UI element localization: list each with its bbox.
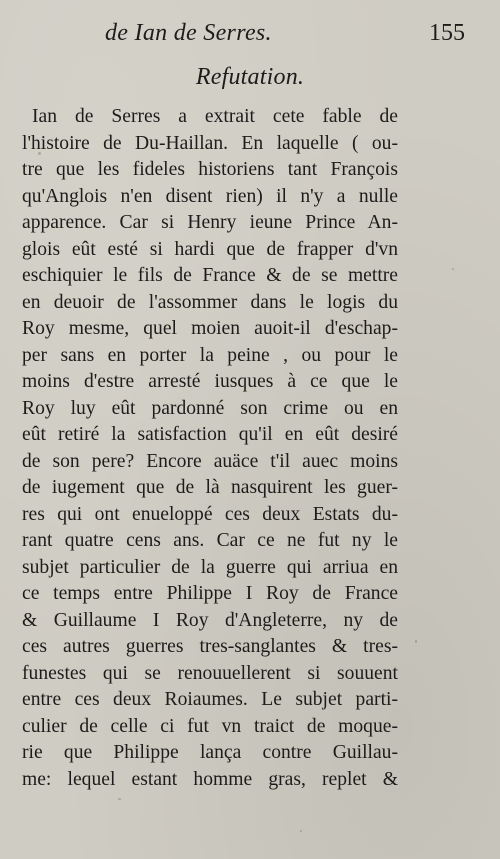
text-line: entre ces deux Roiaumes. Le subjet parti- — [22, 689, 398, 710]
paper-speck — [452, 268, 454, 270]
text-line: Roy luy eût pardonné son crime ou en — [22, 397, 398, 419]
text-line: ces autres guerres tres-sanglantes & tres- — [22, 636, 398, 657]
text-line: de iugement que de là nasquirent les guer- — [22, 477, 398, 498]
text-line: funestes qui se renouuellerent si souuent — [22, 662, 398, 684]
page-number: 155 — [429, 20, 465, 46]
text-line: tre que les fideles historiens tant François — [22, 159, 398, 180]
section-title: Refutation. — [195, 64, 305, 90]
text-line: eschiquier le fils de France & de se mettre — [22, 265, 398, 286]
text-line: glois eût esté si hardi que de frapper d'vn — [22, 238, 398, 260]
text-line: me: lequel estant homme gras, replet & — [22, 768, 398, 790]
text-line: ce temps entre Philippe I Roy de France — [22, 583, 398, 604]
text-line: per sans en porter la peine , ou pour le — [22, 344, 398, 366]
text-line: res qui ont enueloppé ces deux Estats du- — [22, 503, 398, 525]
text-line: qu'Anglois n'en disent rien) il n'y a nulle — [22, 185, 398, 207]
paper-speck — [415, 640, 417, 643]
text-line: culier de celle ci fut vn traict de moque- — [22, 715, 398, 737]
running-head — [105, 20, 465, 54]
paper-speck — [300, 830, 302, 832]
body-text — [22, 104, 398, 793]
text-line: l'histoire de Du-Haillan. En laquelle ( ou- — [22, 132, 398, 154]
text-line: rant quatre cens ans. Car ce ne fut ny le — [22, 530, 398, 551]
text-line: rie que Philippe lança contre Guillau- — [22, 742, 398, 763]
text-line: en deuoir de l'assommer dans le logis du — [22, 291, 398, 313]
paper-speck — [118, 798, 121, 800]
text-line: & Guillaume I Roy d'Angleterre, ny de — [22, 609, 398, 631]
text-line: Ian de Serres a extrait cete fable de — [32, 106, 398, 127]
text-line: subjet particulier de la guerre qui arriua en — [22, 556, 398, 578]
text-line: eût retiré la satisfaction qu'il en eût desiré — [22, 424, 398, 445]
text-line: Roy mesme, quel moien auoit-il d'eschap- — [22, 318, 398, 339]
text-line: moins d'estre arresté iusques à ce que le — [22, 371, 398, 392]
text-line: apparence. Car si Henry ieune Prince An- — [22, 212, 398, 233]
text-line: de son pere? Encore auäce t'il auec moins — [22, 450, 398, 472]
running-title: de Ian de Serres. — [105, 20, 272, 46]
